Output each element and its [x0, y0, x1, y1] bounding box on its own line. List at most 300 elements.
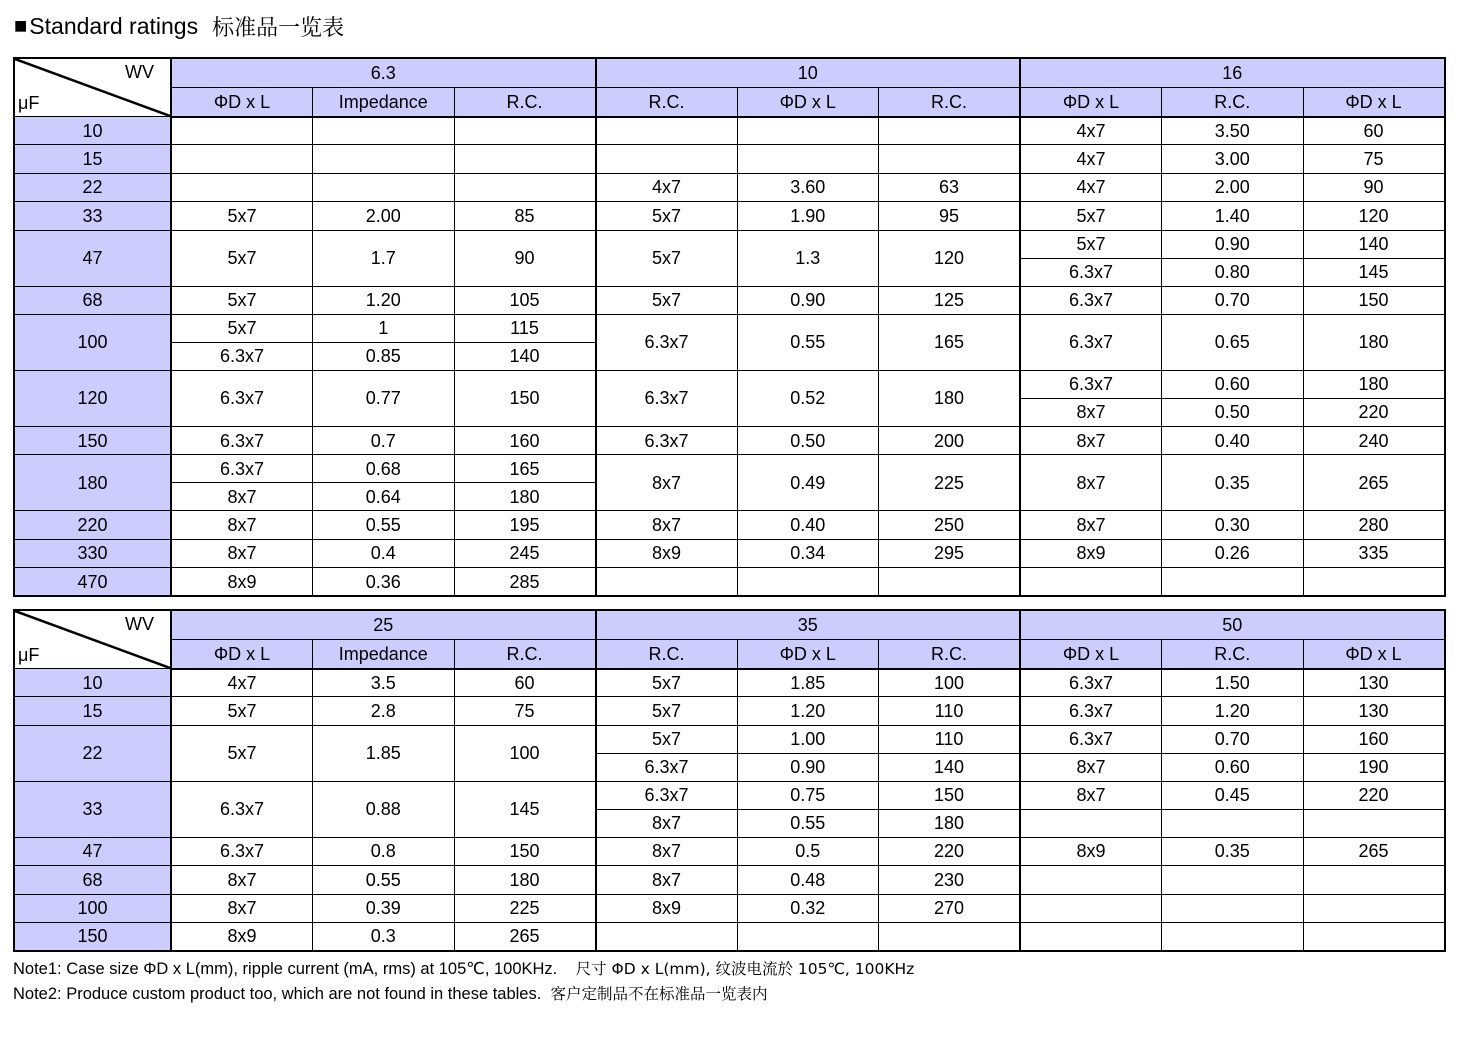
table-cell: 285 — [454, 568, 596, 596]
table-cell: 85 — [454, 202, 596, 230]
table-cell: 1.20 — [737, 697, 879, 725]
table-cell: 0.77 — [313, 370, 455, 426]
table-cell: 120 — [1303, 202, 1445, 230]
column-header: R.C. — [879, 640, 1021, 669]
table-cell: 5x7 — [171, 286, 313, 314]
table-cell: 2.8 — [313, 697, 455, 725]
table-cell: 8x7 — [596, 837, 738, 865]
table-cell: 0.88 — [313, 781, 455, 837]
table-cell: 6.3x7 — [1020, 697, 1162, 725]
table-cell: 8x9 — [596, 539, 738, 567]
table-cell: 0.52 — [737, 370, 879, 426]
table-cell: 6.3x7 — [171, 426, 313, 454]
table-cell: 200 — [879, 426, 1021, 454]
table-cell: 3.60 — [737, 173, 879, 201]
column-header: Impedance — [313, 88, 455, 117]
table-cell: 0.40 — [1162, 426, 1304, 454]
table-cell: 75 — [1303, 145, 1445, 173]
note-2 — [13, 982, 914, 1007]
table-cell — [1303, 894, 1445, 922]
table-row — [14, 922, 1445, 950]
table-cell: 6.3x7 — [596, 426, 738, 454]
uf-label: μF — [18, 93, 40, 113]
note-1-english: Note1: Case size ΦD x L(mm), ripple current (mA, rms) at 105℃, 100KHz. — [13, 960, 558, 978]
table-row — [14, 286, 1445, 314]
table-cell: 2.00 — [313, 202, 455, 230]
capacitance-label: 220 — [14, 511, 171, 539]
table-row — [14, 866, 1445, 894]
table-cell: 8x9 — [1020, 837, 1162, 865]
table-cell: 5x7 — [596, 725, 738, 753]
table-cell: 4x7 — [1020, 117, 1162, 145]
table-cell: 6.3x7 — [1020, 725, 1162, 753]
table-cell: 0.90 — [737, 286, 879, 314]
page-title — [14, 10, 344, 42]
table-cell: 0.55 — [313, 511, 455, 539]
table-cell: 0.48 — [737, 866, 879, 894]
table-cell: 0.40 — [737, 511, 879, 539]
voltage-header: 6.3 — [171, 58, 596, 88]
table-cell: 220 — [879, 837, 1021, 865]
table-cell — [1162, 922, 1304, 950]
table-cell: 220 — [1303, 781, 1445, 809]
table-cell — [1020, 809, 1162, 837]
table-cell: 75 — [454, 697, 596, 725]
table-cell: 270 — [879, 894, 1021, 922]
table-cell: 225 — [879, 455, 1021, 511]
table-cell: 8x9 — [1020, 539, 1162, 567]
table-row — [14, 145, 1445, 173]
table-cell: 240 — [1303, 426, 1445, 454]
table-cell: 100 — [879, 669, 1021, 697]
table-cell: 150 — [454, 837, 596, 865]
table-cell: 8x7 — [171, 511, 313, 539]
table-cell: 265 — [1303, 455, 1445, 511]
table-cell: 0.32 — [737, 894, 879, 922]
table-cell: 265 — [454, 922, 596, 950]
note-2-english: Note2: Produce custom product too, which are not found in these tables. — [13, 985, 542, 1003]
table-cell: 8x7 — [1020, 511, 1162, 539]
column-header: ΦD x L — [1303, 640, 1445, 669]
note-1 — [13, 957, 914, 982]
table-cell: 125 — [879, 286, 1021, 314]
table-row — [14, 697, 1445, 725]
table-cell — [1162, 894, 1304, 922]
table-cell: 3.00 — [1162, 145, 1304, 173]
note-2-chinese: 客户定制品不在标准品一览表内 — [550, 985, 768, 1003]
table-cell: 180 — [1303, 314, 1445, 370]
table-cell: 4x7 — [171, 669, 313, 697]
notes — [13, 957, 914, 1007]
table-cell — [737, 117, 879, 145]
table-cell — [313, 117, 455, 145]
table-cell: 5x7 — [171, 202, 313, 230]
table-cell — [879, 568, 1021, 596]
table-cell — [454, 173, 596, 201]
table-cell: 0.50 — [1162, 398, 1304, 426]
table-cell: 6.3x7 — [1020, 286, 1162, 314]
column-header: ΦD x L — [171, 88, 313, 117]
table-cell: 5x7 — [171, 697, 313, 725]
table-cell: 0.85 — [313, 342, 455, 370]
table-cell: 0.5 — [737, 837, 879, 865]
table-cell: 0.68 — [313, 455, 455, 483]
table-cell — [737, 922, 879, 950]
table-cell: 0.65 — [1162, 314, 1304, 370]
column-header: ΦD x L — [171, 640, 313, 669]
table-cell: 180 — [454, 866, 596, 894]
table-cell: 1.40 — [1162, 202, 1304, 230]
table-cell: 6.3x7 — [596, 314, 738, 370]
table-cell — [313, 173, 455, 201]
table-cell: 335 — [1303, 539, 1445, 567]
table-cell: 0.90 — [737, 753, 879, 781]
table-cell: 95 — [879, 202, 1021, 230]
table-row — [14, 725, 1445, 753]
table-cell: 6.3x7 — [1020, 314, 1162, 370]
table-cell: 1.20 — [1162, 697, 1304, 725]
table-cell: 5x7 — [171, 725, 313, 781]
table-cell: 0.39 — [313, 894, 455, 922]
table-cell — [1020, 568, 1162, 596]
capacitance-label: 22 — [14, 725, 171, 781]
table-row — [14, 837, 1445, 865]
capacitance-label: 15 — [14, 145, 171, 173]
table-cell: 0.36 — [313, 568, 455, 596]
table-cell: 1 — [313, 314, 455, 342]
table-cell — [1020, 866, 1162, 894]
table-cell: 140 — [879, 753, 1021, 781]
table-cell: 6.3x7 — [1020, 669, 1162, 697]
table-cell: 5x7 — [596, 202, 738, 230]
table-cell: 5x7 — [1020, 202, 1162, 230]
table-cell: 180 — [879, 370, 1021, 426]
table-cell: 180 — [454, 483, 596, 511]
table-cell: 0.55 — [737, 809, 879, 837]
table-cell: 8x7 — [596, 866, 738, 894]
table-cell: 150 — [879, 781, 1021, 809]
table-cell: 4x7 — [1020, 173, 1162, 201]
table-cell: 3.5 — [313, 669, 455, 697]
table-cell — [1020, 922, 1162, 950]
table-cell — [454, 145, 596, 173]
column-header: ΦD x L — [1020, 88, 1162, 117]
table-row — [14, 370, 1445, 398]
table-cell — [171, 145, 313, 173]
table-cell: 195 — [454, 511, 596, 539]
table-cell: 6.3x7 — [171, 837, 313, 865]
table-cell — [737, 568, 879, 596]
table-cell — [879, 145, 1021, 173]
column-header: ΦD x L — [737, 88, 879, 117]
ratings-table-2 — [13, 609, 1446, 952]
table-cell: 90 — [1303, 173, 1445, 201]
capacitance-label: 47 — [14, 837, 171, 865]
column-header: R.C. — [879, 88, 1021, 117]
table-cell — [596, 145, 738, 173]
table-cell: 5x7 — [1020, 230, 1162, 258]
table-cell: 245 — [454, 539, 596, 567]
voltage-header: 10 — [596, 58, 1021, 88]
table-cell: 8x7 — [171, 539, 313, 567]
table-row — [14, 173, 1445, 201]
table-cell — [1162, 866, 1304, 894]
table-cell: 0.45 — [1162, 781, 1304, 809]
capacitance-label: 33 — [14, 781, 171, 837]
table-cell: 8x9 — [171, 922, 313, 950]
table-cell: 8x7 — [1020, 426, 1162, 454]
capacitance-label: 100 — [14, 314, 171, 370]
table-cell: 110 — [879, 725, 1021, 753]
table-cell: 0.35 — [1162, 837, 1304, 865]
table-row — [14, 426, 1445, 454]
capacitance-label: 470 — [14, 568, 171, 596]
table-cell: 0.55 — [737, 314, 879, 370]
capacitance-label: 22 — [14, 173, 171, 201]
table-cell: 0.30 — [1162, 511, 1304, 539]
column-header: R.C. — [454, 640, 596, 669]
voltage-header: 50 — [1020, 610, 1445, 640]
table-cell: 105 — [454, 286, 596, 314]
table-cell — [879, 922, 1021, 950]
voltage-header-row — [14, 610, 1445, 640]
table-cell: 225 — [454, 894, 596, 922]
table-cell: 280 — [1303, 511, 1445, 539]
table-cell: 6.3x7 — [596, 781, 738, 809]
table-cell: 5x7 — [171, 230, 313, 286]
voltage-header: 25 — [171, 610, 596, 640]
table-cell: 1.3 — [737, 230, 879, 286]
table-cell — [596, 922, 738, 950]
corner-cell — [14, 58, 171, 117]
column-header-row — [14, 88, 1445, 117]
table-cell: 1.85 — [313, 725, 455, 781]
table-row — [14, 117, 1445, 145]
table-cell: 150 — [454, 370, 596, 426]
table-cell: 60 — [454, 669, 596, 697]
capacitance-label: 180 — [14, 455, 171, 511]
table-cell: 6.3x7 — [1020, 258, 1162, 286]
table-cell: 180 — [1303, 370, 1445, 398]
table-cell — [879, 117, 1021, 145]
table-cell: 8x7 — [1020, 781, 1162, 809]
table-cell: 6.3x7 — [596, 753, 738, 781]
capacitance-label: 330 — [14, 539, 171, 567]
capacitance-label: 47 — [14, 230, 171, 286]
table-cell: 0.90 — [1162, 230, 1304, 258]
table-row — [14, 230, 1445, 258]
table-cell: 220 — [1303, 398, 1445, 426]
table-cell: 8x7 — [1020, 753, 1162, 781]
table-cell — [1303, 809, 1445, 837]
capacitance-label: 68 — [14, 286, 171, 314]
table-cell: 150 — [1303, 286, 1445, 314]
table-cell: 2.00 — [1162, 173, 1304, 201]
table-cell: 0.26 — [1162, 539, 1304, 567]
table-cell: 1.20 — [313, 286, 455, 314]
table-cell: 0.7 — [313, 426, 455, 454]
table-cell — [171, 173, 313, 201]
table-cell — [596, 117, 738, 145]
table-cell: 190 — [1303, 753, 1445, 781]
table-cell: 8x7 — [171, 894, 313, 922]
table-cell: 5x7 — [171, 314, 313, 342]
column-header: ΦD x L — [737, 640, 879, 669]
table-cell — [1303, 568, 1445, 596]
table-cell — [1162, 568, 1304, 596]
table-cell: 145 — [1303, 258, 1445, 286]
column-header: ΦD x L — [1303, 88, 1445, 117]
table-cell: 5x7 — [596, 669, 738, 697]
table-cell: 100 — [454, 725, 596, 781]
capacitance-label: 120 — [14, 370, 171, 426]
corner-cell — [14, 610, 171, 669]
table-cell: 250 — [879, 511, 1021, 539]
capacitance-label: 33 — [14, 202, 171, 230]
table-cell: 5x7 — [596, 286, 738, 314]
table-cell: 5x7 — [596, 697, 738, 725]
table-cell: 0.64 — [313, 483, 455, 511]
column-header: R.C. — [596, 640, 738, 669]
table-cell: 6.3x7 — [596, 370, 738, 426]
table-cell: 0.70 — [1162, 725, 1304, 753]
column-header-row — [14, 640, 1445, 669]
table-cell: 0.49 — [737, 455, 879, 511]
table-cell: 0.55 — [313, 866, 455, 894]
table-cell: 120 — [879, 230, 1021, 286]
table-cell — [596, 568, 738, 596]
capacitance-label: 10 — [14, 669, 171, 697]
table-row — [14, 669, 1445, 697]
capacitance-label: 100 — [14, 894, 171, 922]
wv-label: WV — [125, 62, 154, 82]
table-cell: 0.60 — [1162, 753, 1304, 781]
table-cell: 6.3x7 — [171, 781, 313, 837]
table-cell: 1.90 — [737, 202, 879, 230]
square-bullet-icon: ■ — [14, 13, 28, 38]
table-row — [14, 894, 1445, 922]
capacitance-label: 68 — [14, 866, 171, 894]
table-cell: 160 — [1303, 725, 1445, 753]
table-cell: 8x7 — [596, 511, 738, 539]
capacitance-label: 15 — [14, 697, 171, 725]
table-cell: 5x7 — [596, 230, 738, 286]
table-cell: 6.3x7 — [1020, 370, 1162, 398]
column-header: R.C. — [1162, 88, 1304, 117]
table-cell: 8x7 — [1020, 455, 1162, 511]
ratings-table-1 — [13, 57, 1446, 597]
table-cell: 180 — [879, 809, 1021, 837]
table-cell: 160 — [454, 426, 596, 454]
table-cell — [454, 117, 596, 145]
table-cell: 0.50 — [737, 426, 879, 454]
table-cell: 60 — [1303, 117, 1445, 145]
table-cell: 0.4 — [313, 539, 455, 567]
table-cell: 8x9 — [171, 568, 313, 596]
table-cell: 6.3x7 — [171, 455, 313, 483]
table-cell: 130 — [1303, 669, 1445, 697]
table-cell: 0.75 — [737, 781, 879, 809]
table-cell: 0.34 — [737, 539, 879, 567]
table-cell: 1.00 — [737, 725, 879, 753]
table-cell: 265 — [1303, 837, 1445, 865]
table-cell: 8x7 — [596, 809, 738, 837]
table-cell: 8x7 — [1020, 398, 1162, 426]
column-header: R.C. — [596, 88, 738, 117]
table-cell: 8x7 — [171, 483, 313, 511]
table-row — [14, 568, 1445, 596]
table-cell — [1020, 894, 1162, 922]
table-cell: 140 — [454, 342, 596, 370]
table-row — [14, 202, 1445, 230]
table-cell: 90 — [454, 230, 596, 286]
table-cell: 165 — [879, 314, 1021, 370]
note-1-chinese: 尺寸 ΦD x L(mm), 纹波电流於 105℃, 100KHz — [575, 960, 915, 978]
table-cell — [1162, 809, 1304, 837]
column-header: R.C. — [1162, 640, 1304, 669]
title-chinese: 标准品一览表 — [212, 15, 345, 41]
table-cell: 145 — [454, 781, 596, 837]
column-header: R.C. — [454, 88, 596, 117]
capacitance-label: 10 — [14, 117, 171, 145]
table-cell: 0.80 — [1162, 258, 1304, 286]
table-cell: 140 — [1303, 230, 1445, 258]
voltage-header: 35 — [596, 610, 1021, 640]
table-cell — [737, 145, 879, 173]
table-row — [14, 539, 1445, 567]
table-cell: 165 — [454, 455, 596, 483]
table-cell: 230 — [879, 866, 1021, 894]
table-row — [14, 781, 1445, 809]
uf-label: μF — [18, 645, 40, 665]
wv-label: WV — [125, 614, 154, 634]
column-header: ΦD x L — [1020, 640, 1162, 669]
table-cell: 6.3x7 — [171, 342, 313, 370]
voltage-header: 16 — [1020, 58, 1445, 88]
table-cell: 3.50 — [1162, 117, 1304, 145]
table-cell: 8x9 — [596, 894, 738, 922]
table-cell — [171, 117, 313, 145]
capacitance-label: 150 — [14, 922, 171, 950]
title-english: Standard ratings — [29, 12, 199, 39]
table-row — [14, 455, 1445, 483]
table-cell: 4x7 — [1020, 145, 1162, 173]
column-header: Impedance — [313, 640, 455, 669]
table-cell: 8x7 — [596, 455, 738, 511]
table-cell — [1303, 922, 1445, 950]
table-cell: 1.7 — [313, 230, 455, 286]
table-row — [14, 314, 1445, 342]
table-cell: 1.85 — [737, 669, 879, 697]
table-row — [14, 511, 1445, 539]
voltage-header-row — [14, 58, 1445, 88]
table-cell — [313, 145, 455, 173]
table-cell: 295 — [879, 539, 1021, 567]
table-cell: 130 — [1303, 697, 1445, 725]
table-cell: 8x7 — [171, 866, 313, 894]
table-cell: 6.3x7 — [171, 370, 313, 426]
table-cell: 110 — [879, 697, 1021, 725]
table-cell: 0.70 — [1162, 286, 1304, 314]
table-cell: 1.50 — [1162, 669, 1304, 697]
table-cell: 0.35 — [1162, 455, 1304, 511]
table-cell: 0.3 — [313, 922, 455, 950]
table-cell — [1303, 866, 1445, 894]
table-cell: 0.60 — [1162, 370, 1304, 398]
table-cell: 63 — [879, 173, 1021, 201]
table-cell: 0.8 — [313, 837, 455, 865]
table-cell: 115 — [454, 314, 596, 342]
